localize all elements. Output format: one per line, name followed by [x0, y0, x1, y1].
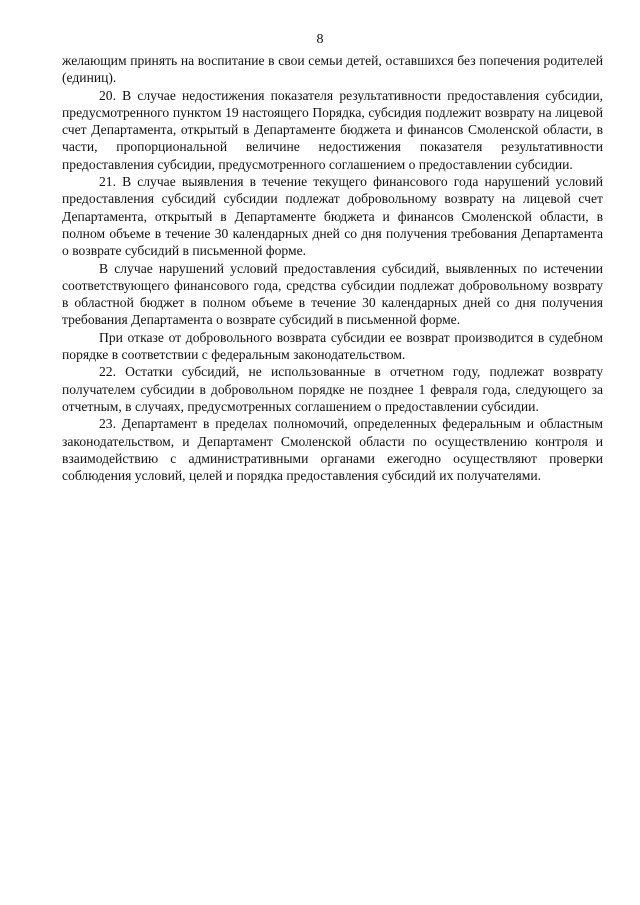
page-number: 8: [316, 32, 324, 47]
paragraph-item-21-refusal: При отказе от добровольного возврата субсидии ее возврат производится в судебном порядке в соответствии с федеральным законодательством.: [62, 329, 603, 363]
paragraph-item-21: 21. В случае выявления в течение текущего финансового года нарушений условий предоставления субсидий субсидии подлежат добровольному возврату на лицевой счет Департамента, открытый в Департаменте бюджета и финансов Смоленской области, в полном объеме в течение 30 календарных дней со дня получения требования Департамента о возврате субсидий в письменной форме.: [62, 174, 603, 259]
paragraph-item-21-violations: В случае нарушений условий предоставления субсидий, выявленных по истечении соответствующего финансового года, средства субсидии подлежат добровольному возврату в областной бюджет в полном объеме в течение 30 календарных дней со дня получения требования Департамента о возврате субсидий в письменной форме.: [62, 260, 603, 328]
document-text: [62, 52, 603, 484]
paragraph-item-20: 20. В случае недостижения показателя результативности предоставления субсидии, предусмотренного пунктом 19 настоящего Порядка, субсидия подлежит возврату на лицевой счет Департамента, открытый в Департаменте бюджета и финансов Смоленской области, в части, пропорциональной величине недостижения показателя результативности предоставления субсидии, предусмотренного соглашением о предоставлении субсидии.: [62, 87, 603, 172]
paragraph-item-23: 23. Департамент в пределах полномочий, определенных федеральным и областным законодательством, и Департамент Смоленской области по осуществлению контроля и взаимодействию с административными органами ежегодно осуществляют проверки соблюдения условий, целей и порядка предоставления субсидий их получателями.: [62, 416, 603, 484]
paragraph-continuation: желающим принять на воспитание в свои семьи детей, оставшихся без попечения родителей (единиц).: [62, 53, 603, 86]
paragraph-item-22: 22. Остатки субсидий, не использованные в отчетном году, подлежат возврату получателем субсидии в добровольном порядке не позднее 1 февраля года, следующего за отчетным, в случаях, предусмотренных соглашением о предоставлении субсидии.: [62, 364, 603, 414]
